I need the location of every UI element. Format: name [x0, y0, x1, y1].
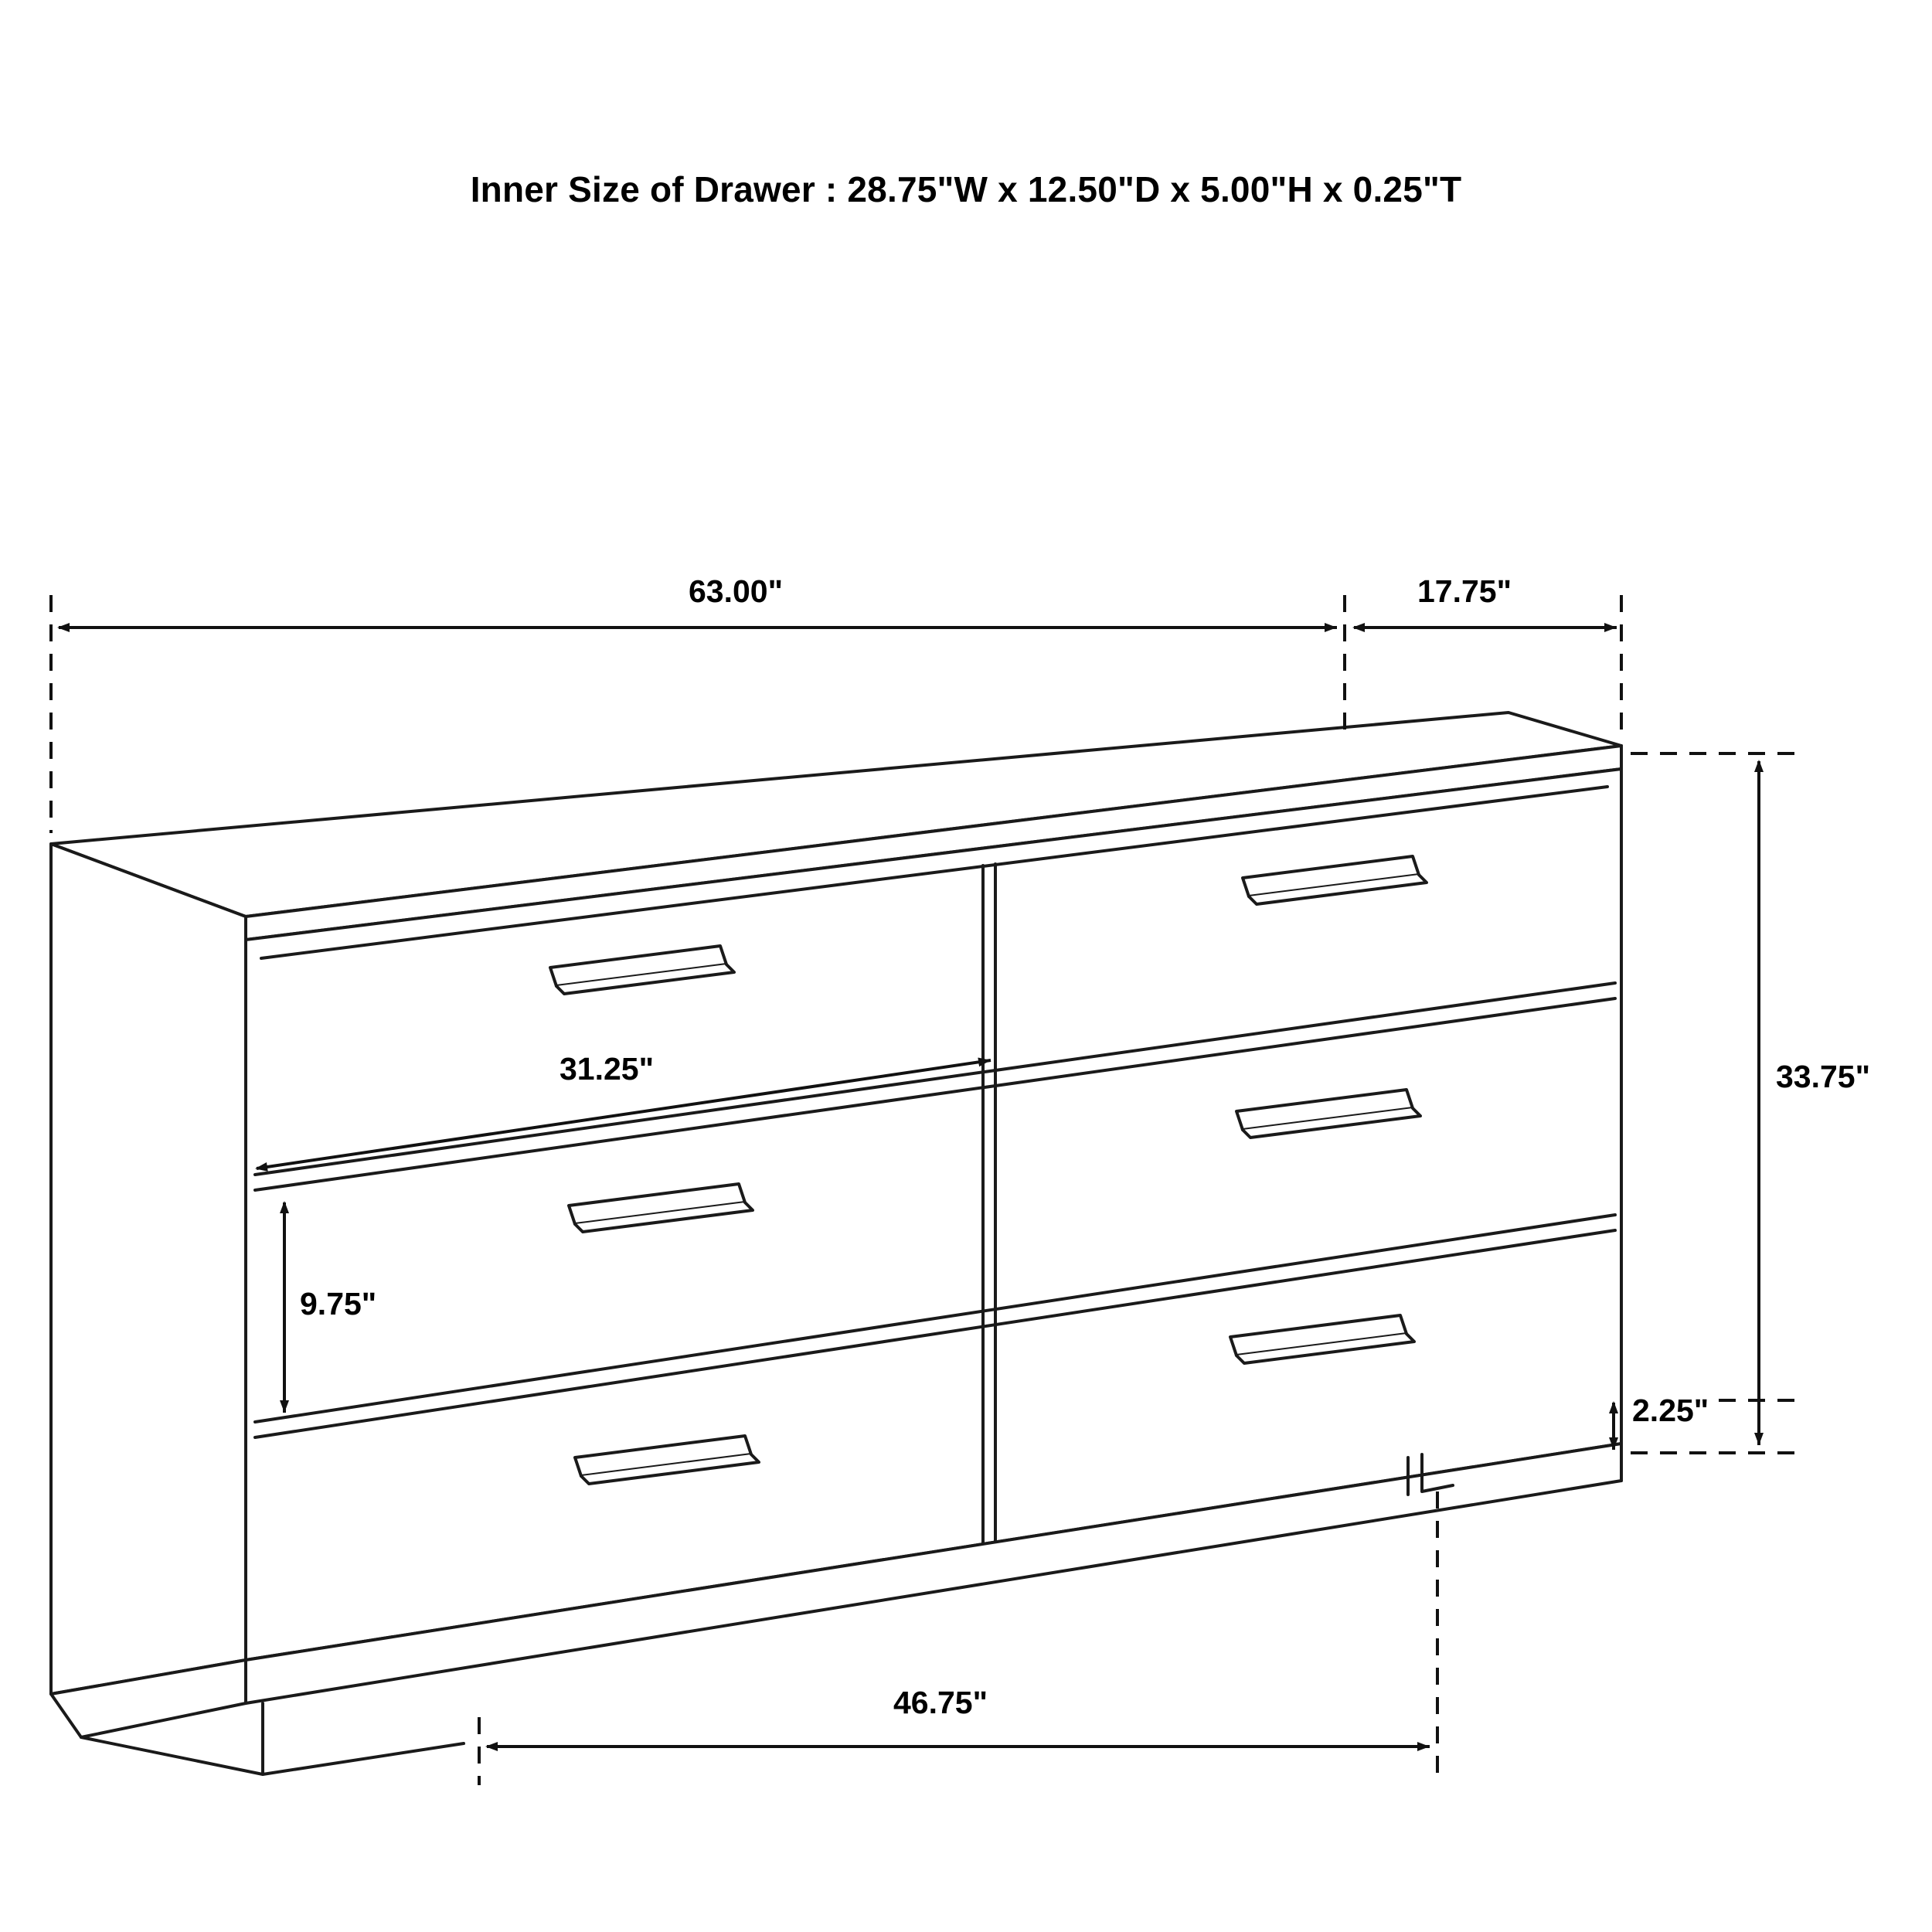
dimension-label-depth: 17.75" [1413, 572, 1516, 611]
dimension-label-base-width: 46.75" [889, 1683, 992, 1723]
dimension-label-drawer-front-height: 9.75" [295, 1284, 381, 1324]
dimension-label-overall-width: 63.00" [684, 572, 787, 611]
page-title: Inner Size of Drawer : 28.75"W x 12.50"D x 5.00"H x 0.25"T [470, 169, 1462, 209]
dimension-label-drawer-front-width: 31.25" [555, 1049, 658, 1089]
dimension-label-overall-height: 33.75" [1771, 1057, 1875, 1097]
dimension-label-base-height: 2.25" [1628, 1391, 1713, 1430]
